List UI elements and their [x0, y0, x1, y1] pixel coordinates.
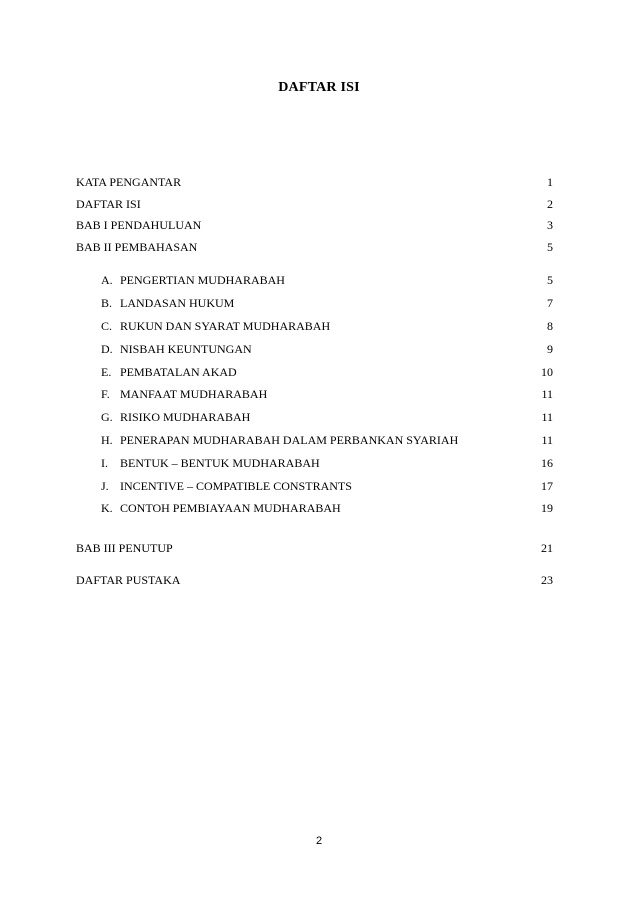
- toc-sub-entry-letter: E.: [101, 365, 112, 379]
- toc-sub-entry-letter: F.: [101, 387, 110, 401]
- toc-sub-entry-page: 16: [541, 456, 553, 470]
- toc-entry: [76, 174, 553, 190]
- toc-entry-label: DAFTAR PUSTAKA: [76, 573, 181, 587]
- toc-entry-page: 3: [547, 218, 553, 232]
- toc-sub-entry-page: 7: [547, 296, 553, 310]
- toc-entry-label: KATA PENGANTAR: [76, 175, 182, 189]
- toc-sub-entry: [76, 386, 553, 402]
- toc-sub-entry-page: 19: [541, 501, 553, 515]
- toc-sub-entry-label: MANFAAT MUDHARABAH: [120, 387, 268, 401]
- toc-sub-entry: [76, 295, 553, 311]
- toc-entry-label: BAB I PENDAHULUAN: [76, 218, 202, 232]
- toc-sub-entry: [76, 500, 553, 516]
- toc-sub-entry-label: LANDASAN HUKUM: [120, 296, 235, 310]
- toc-sub-entry: [76, 318, 553, 334]
- toc-sub-entry-label: CONTOH PEMBIAYAAN MUDHARABAH: [120, 501, 341, 515]
- toc-entry-label: DAFTAR ISI: [76, 197, 141, 211]
- toc-entry-page: 2: [547, 197, 553, 211]
- toc-entry-page: 1: [547, 175, 553, 189]
- toc-sub-entry-letter: D.: [101, 342, 113, 356]
- toc-sub-entry-letter: H.: [101, 433, 113, 447]
- toc-entry: [76, 540, 553, 556]
- toc-sub-entry-page: 11: [541, 433, 553, 447]
- page-number: 2: [315, 835, 323, 847]
- toc-entry-page: 21: [541, 541, 553, 555]
- toc-sub-entry-page: 17: [541, 479, 553, 493]
- toc-sub-entry-label: NISBAH KEUNTUNGAN: [120, 342, 252, 356]
- toc-sub-entry-page: 10: [541, 365, 553, 379]
- toc-entry: [76, 217, 553, 233]
- toc-sub-entry: [76, 341, 553, 357]
- toc-entry-label: BAB II PEMBAHASAN: [76, 240, 198, 254]
- toc-sub-entry-letter: I.: [101, 456, 108, 470]
- toc-sub-entry-label: RISIKO MUDHARABAH: [120, 410, 251, 424]
- toc-entry: [76, 239, 553, 255]
- toc-sub-entry: [76, 478, 553, 494]
- toc-sub-entry-letter: J.: [101, 479, 109, 493]
- toc-sub-entry-label: PEMBATALAN AKAD: [120, 365, 237, 379]
- toc-entry: [76, 572, 553, 588]
- toc-sub-entry-label: INCENTIVE – COMPATIBLE CONSTRANTS: [120, 479, 352, 493]
- toc-sub-entry-letter: B.: [101, 296, 113, 310]
- toc-sub-entry-letter: A.: [101, 273, 113, 287]
- toc-sub-entry: [76, 409, 553, 425]
- toc-sub-entry-label: RUKUN DAN SYARAT MUDHARABAH: [120, 319, 331, 333]
- toc-entry-label: BAB III PENUTUP: [76, 541, 173, 555]
- toc-sub-entry-page: 5: [547, 273, 553, 287]
- toc-sub-entry-page: 11: [541, 410, 553, 424]
- toc-entry-page: 5: [547, 240, 553, 254]
- toc-sub-entry-page: 8: [547, 319, 553, 333]
- toc-sub-entry-page: 9: [547, 342, 553, 356]
- page-title: DAFTAR ISI: [278, 80, 360, 95]
- toc-sub-entry-page: 11: [541, 387, 553, 401]
- toc-sub-entry-label: PENERAPAN MUDHARABAH DALAM PERBANKAN SYARIAH: [120, 433, 459, 447]
- toc-sub-entry-label: BENTUK – BENTUK MUDHARABAH: [120, 456, 320, 470]
- toc-sub-entry: [76, 432, 553, 448]
- toc-sub-entry-letter: G.: [101, 410, 113, 424]
- toc-sub-entry: [76, 455, 553, 471]
- toc-entry-page: 23: [541, 573, 553, 587]
- toc-entry: [76, 196, 553, 212]
- toc-sub-entry: [76, 272, 553, 288]
- toc-sub-entry-letter: K.: [101, 501, 113, 515]
- toc-sub-entry-label: PENGERTIAN MUDHARABAH: [120, 273, 285, 287]
- toc-sub-entry-letter: C.: [101, 319, 113, 333]
- toc-sub-entry: [76, 364, 553, 380]
